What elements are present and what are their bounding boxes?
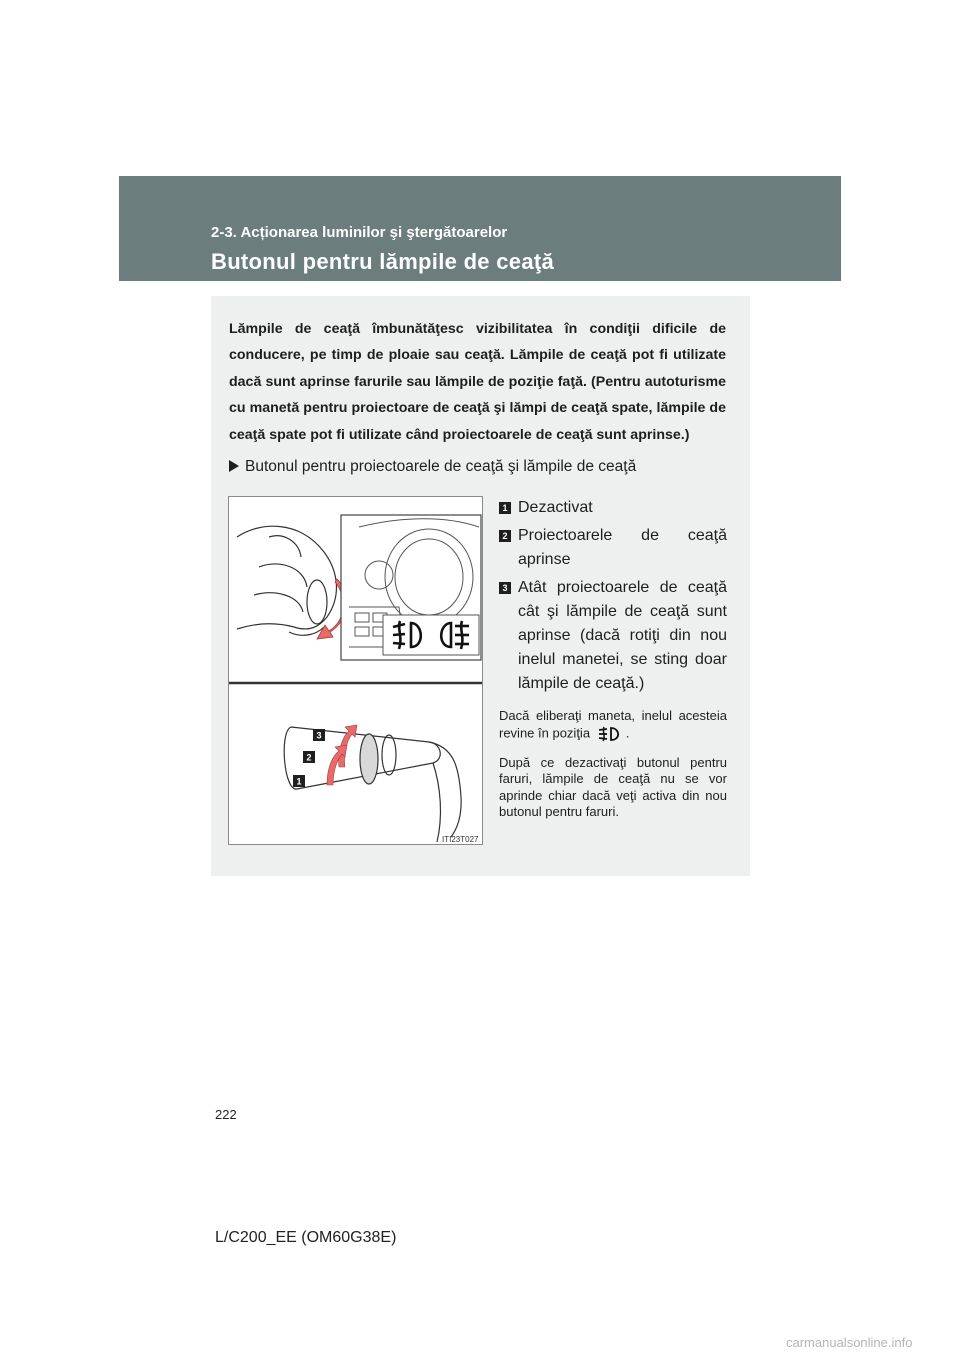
step-3 (499, 576, 727, 696)
note-release-text: Dacă eliberaţi maneta, inelul acesteia revine în poziţia (499, 708, 727, 740)
note-release-end: . (625, 724, 630, 740)
bullet-heading-text: Butonul pentru proiectoarele de ceaţă şi lămpile de ceaţă (245, 458, 637, 475)
callout-2: 2 (306, 752, 312, 763)
fog-switch-illustration (228, 496, 483, 845)
intro-paragraph: Lămpile de ceaţă îmbunătăţesc vizibilitatea în condiţii dificile de conducere, pe timp de ploaie sau ceaţă. Lămpile de ceaţă pot fi utilizate dacă sunt aprinse farurile sau lămpile de poziţie faţă. (Pentru autoturisme cu manetă pentru proiectoare de ceaţă şi lămpi de ceaţă spate, lămpile de ceaţă spate pot fi utilizate când proiectoarele de ceaţă sunt aprinse.) (229, 321, 726, 443)
callout-1: 1 (296, 776, 302, 787)
figure-code: ITI23T027 (442, 835, 479, 844)
step-2 (499, 524, 727, 572)
page-number: 222 (215, 1107, 237, 1122)
step-number-3: 3 (499, 582, 511, 594)
step-number-2: 2 (499, 530, 511, 542)
step-text-1: Dezactivat (518, 499, 593, 516)
callout-3: 3 (316, 730, 322, 741)
illustration-svg (229, 497, 482, 844)
triangle-bullet-icon (229, 460, 239, 472)
section-label: 2-3. Acționarea luminilor şi ştergătoarelor (211, 224, 508, 241)
content-panel (211, 296, 750, 876)
steps-list (499, 496, 727, 821)
header-band (119, 176, 841, 281)
bullet-heading (229, 458, 636, 476)
hand-drawing (237, 526, 336, 635)
step-number-1: 1 (499, 502, 511, 514)
note-deactivate: După ce dezactivaţi butonul pentru faruri, lămpile de ceaţă nu se vor aprinde chiar dacă veţi activa din nou butonul pentru faruri. (499, 754, 727, 819)
step-text-3: Atât proiectoarele de ceaţă cât şi lămpile de ceaţă sunt aprinse (dacă rotiţi din nou inelul manetei, se sting doar lămpile de ceaţă.) (518, 579, 727, 692)
document-code: L/C200_EE (OM60G38E) (215, 1229, 397, 1246)
watermark: carmanualsonline.info (786, 1335, 913, 1350)
page-title: Butonul pentru lămpile de ceaţă (211, 249, 555, 274)
step-text-2: Proiectoarele de ceaţă aprinse (518, 527, 727, 568)
lever-drawing (284, 727, 461, 842)
note-release (499, 708, 727, 743)
off-position-arrow-icon (595, 725, 625, 743)
step-1 (499, 496, 727, 520)
